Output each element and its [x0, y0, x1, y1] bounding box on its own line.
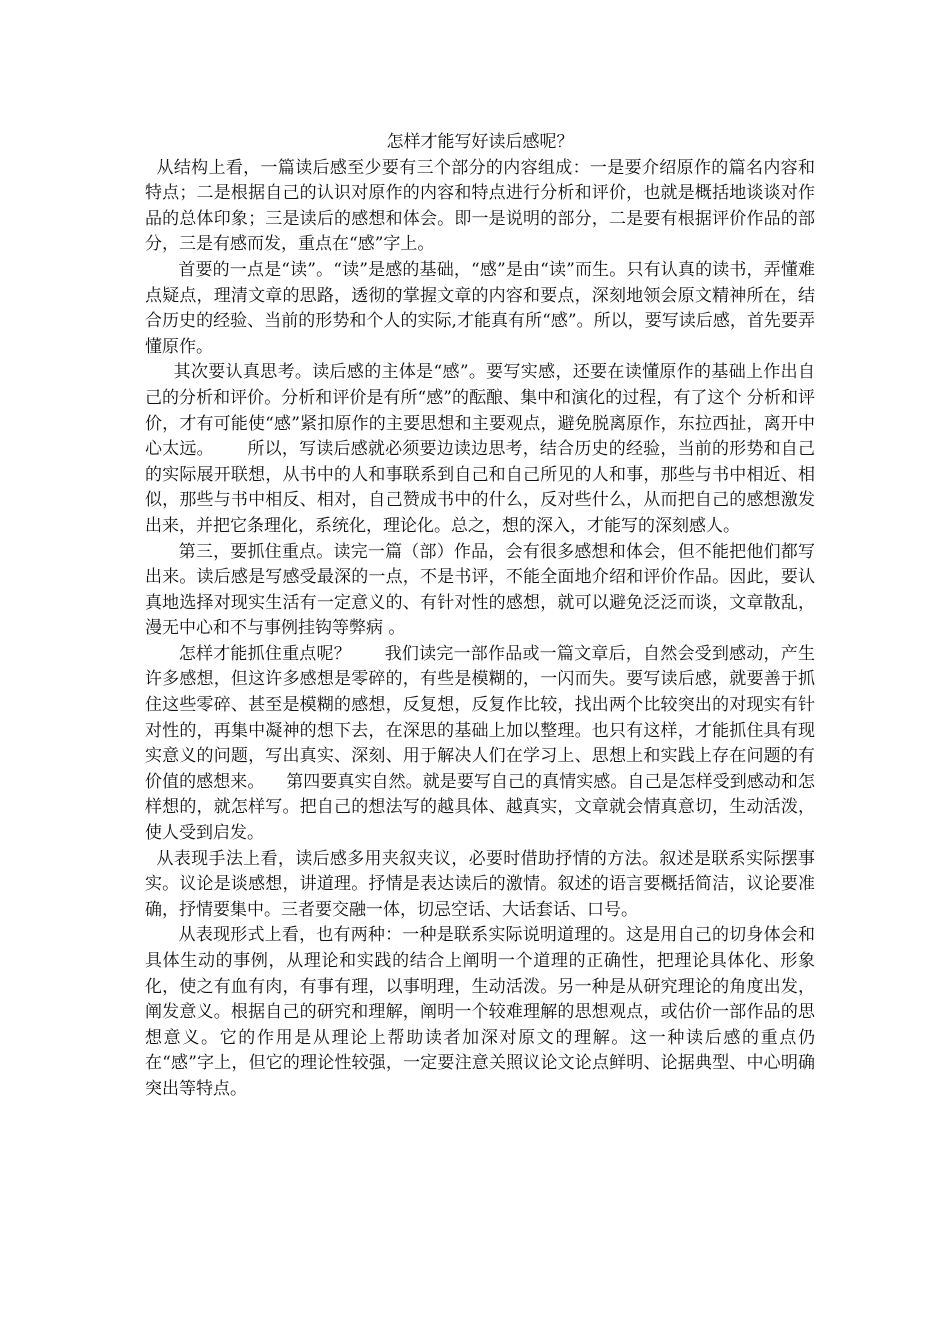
document-title: 怎样才能写好读后感呢？	[386, 132, 574, 152]
document-body	[145, 130, 815, 1103]
paragraph-reading: 首要的一点是“读”。“读”是感的基础，“感”是由“读”而生。只有认真的读书，弄懂难点疑点，理清文章的思路，透彻的掌握文章的内容和要点，深刻地领会原文精神所在，结合历史的经验、当前的形势和个人的实际,才能真有所“感”。所以，要写读后感，首先要弄懂原作。	[145, 259, 815, 357]
paragraph-grasp-focus: 怎样才能抓住重点呢？ 我们读完一部作品或一篇文章后，自然会受到感动，产生许多感想，但这许多感想是零碎的，有些是模糊的，一闪而失。要写读后感，就要善于抓住这些零碎、甚至是模糊的感想，反复想，反复作比较，找出两个比较突出的对现实有针对性的，再集中凝神的想下去，在深思的基础上加以整理。也只有这样，才能抓住具有现实意义的问题，写出真实、深刻、用于解决人们在学习上、思想上和实践上存在问题的有价值的感想来。 第四要真实自然。就是要写自己的真情实感。自己是怎样受到感动和怎样想的，就怎样写。把自己的想法写的越具体、越真实，文章就会情真意切，生动活泼，使人受到启发。	[145, 643, 815, 844]
paragraph-technique: 从表现手法上看，读后感多用夹叙夹议，必要时借助抒情的方法。叙述是联系实际摆事实。议论是谈感想，讲道理。抒情是表达读后的激情。叙述的语言要概括简洁，议论要准确，抒情要集中。三者要交融一体，切忌空话、大话套话、口号。	[145, 848, 815, 920]
paragraph-form: 从表现形式上看，也有两种：一种是联系实际说明道理的。这是用自己的切身体会和具体生动的事例，从理论和实践的结合上阐明一个道理的正确性，把理论具体化、形象化，使之有血有肉，有事有理，以事明理，生动活泼。另一种是从研究理论的角度出发，阐发意义。根据自己的研究和理解，阐明一个较难理解的思想观点，或估价一部作品的思想意义。它的作用是从理论上帮助读者加深对原文的理解。这一种读后感的重点仍在“感”字上，但它的理论性较强，一定要注意关照议论文论点鲜明、论据典型、中心明确突出等特点。	[145, 925, 815, 1099]
paragraph-structure: 从结构上看，一篇读后感至少要有三个部分的内容组成：一是要介绍原作的篇名内容和特点；二是根据自己的认识对原作的内容和特点进行分析和评价，也就是概括地谈谈对作品的总体印象；三是读后的感想和体会。即一是说明的部分，二是要有根据评价作品的部分，三是有感而发，重点在“感”字上。	[145, 157, 815, 255]
paragraph-focus: 第三，要抓住重点。读完一篇（部）作品，会有很多感想和体会，但不能把他们都写出来。读后感是写感受最深的一点，不是书评，不能全面地介绍和评价作品。因此，要认真地选择对现实生活有一定意义的、有针对性的感想，就可以避免泛泛而谈，文章散乱，漫无中心和不与事例挂钩等弊病 。	[145, 541, 815, 639]
paragraph-thinking: 其次要认真思考。读后感的主体是“感”。要写实感，还要在读懂原作的基础上作出自己的分析和评价。分析和评价是有所“感”的酝酿、集中和演化的过程，有了这个 分析和评价，才有可能使“感”紧扣原作的主要思想和主要观点，避免脱离原作，东拉西扯，离开中心太远。 所以，写读后感就必须要边读边思考，结合历史的经验，当前的形势和自己的实际展开联想，从书中的人和事联系到自己和自己所见的人和事，那些与书中相近、相似，那些与书中相反、相对，自己赞成书中的什么，反对些什么，从而把自己的感想激发出来，并把它条理化，系统化，理论化。总之，想的深入，才能写的深刻感人。	[145, 362, 815, 536]
